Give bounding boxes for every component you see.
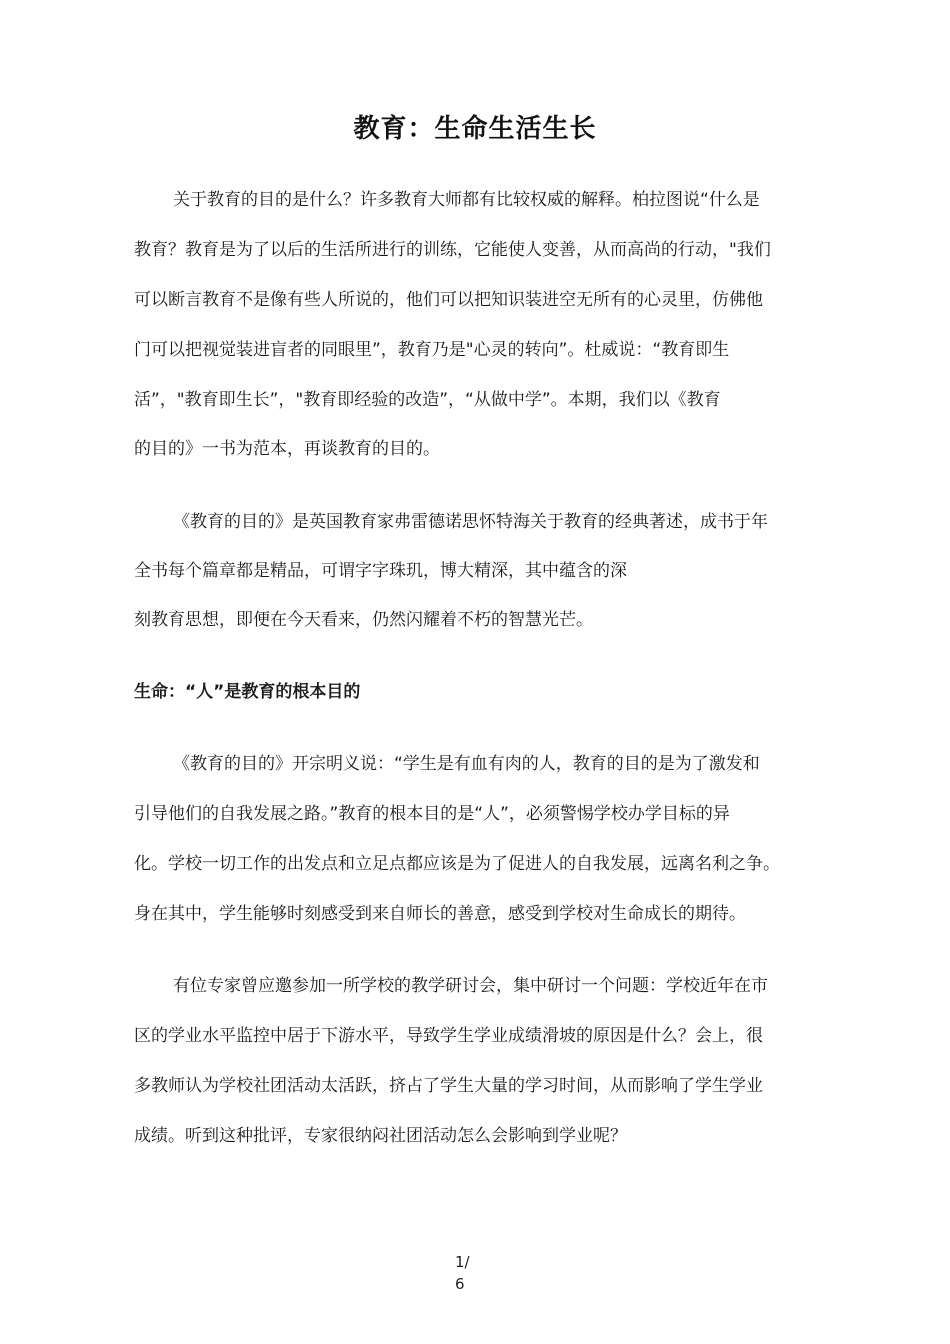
paragraph-3-line-4: 身在其中，学生能够时刻感受到来自师长的善意，感受到学校对生命成长的期待。 bbox=[134, 904, 746, 924]
paragraph-3-line-3: 化。学校一切工作的出发点和立足点都应该是为了促进人的自我发展，远离名利之争。 bbox=[134, 854, 780, 874]
page-number-bottom: 6 bbox=[455, 1275, 465, 1293]
paragraph-1-line-5: 活”，"教育即生长”，"教育即经验的改造”，“从做中学”。本期，我们以《教育 bbox=[134, 390, 721, 410]
paragraph-4-line-3: 多教师认为学校社团活动太活跃，挤占了学生大量的学习时间，从而影响了学生学业 bbox=[134, 1076, 763, 1096]
paragraph-2-line-1: 《教育的目的》是英国教育家弗雷德诺思怀特海关于教育的经典著述，成书于年 bbox=[173, 512, 768, 532]
paragraph-1-line-2: 教育？教育是为了以后的生活所进行的训练，它能使人变善，从而高尚的行动，"我们 bbox=[134, 240, 771, 260]
paragraph-2-line-3: 刻教育思想，即便在今天看来，仍然闪耀着不朽的智慧光芒。 bbox=[134, 610, 593, 630]
paragraph-3-line-2: 引导他们的自我发展之路。”教育的根本目的是“人”，必须警惕学校办学目标的异 bbox=[134, 804, 730, 824]
paragraph-4-line-2: 区的学业水平监控中居于下游水平，导致学生学业成绩滑坡的原因是什么？会上，很 bbox=[134, 1026, 763, 1046]
section-heading: 生命：“人”是教育的根本目的 bbox=[134, 682, 361, 702]
paragraph-1-line-4: 门可以把视觉装进盲者的同眼里”，教育乃是"心灵的转向”。杜威说：“教育即生 bbox=[134, 340, 730, 360]
paragraph-1-line-6: 的目的》一书为范本，再谈教育的目的。 bbox=[134, 439, 440, 459]
paragraph-1-line-3: 可以断言教育不是像有些人所说的，他们可以把知识装进空无所有的心灵里，仿佛他 bbox=[134, 290, 763, 310]
document-title: 教育：生命生活生长 bbox=[353, 114, 597, 144]
paragraph-4-line-4: 成绩。听到这种批评，专家很纳闷社团活动怎么会影响到学业呢？ bbox=[134, 1126, 627, 1146]
paragraph-3-line-1: 《教育的目的》开宗明义说：“学生是有血有肉的人，教育的目的是为了激发和 bbox=[173, 754, 760, 774]
paragraph-4-line-1: 有位专家曾应邀参加一所学校的教学研讨会，集中研讨一个问题：学校近年在市 bbox=[173, 976, 768, 996]
page-number-top: 1/ bbox=[455, 1253, 470, 1271]
paragraph-2-line-2: 全书每个篇章都是精品，可谓字字珠玑，博大精深，其中蕴含的深 bbox=[134, 561, 627, 581]
paragraph-1-line-1: 关于教育的目的是什么？许多教育大师都有比较权威的解释。柏拉图说“什么是 bbox=[173, 190, 760, 210]
